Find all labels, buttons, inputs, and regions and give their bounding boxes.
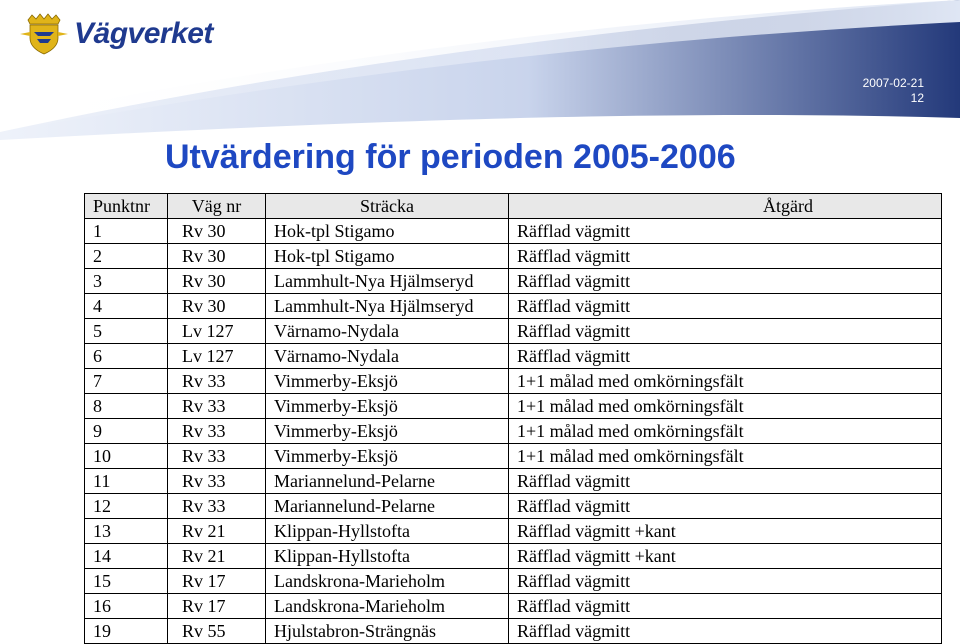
cell-atgard: 1+1 målad med omkörningsfält (509, 419, 942, 444)
table-row (85, 369, 942, 394)
slide-page-number: 12 (910, 91, 924, 105)
cell-atgard: Räfflad vägmitt (509, 294, 942, 319)
cell-vag-nr: Lv 127 (168, 319, 266, 344)
cell-vag-nr: Rv 33 (168, 419, 266, 444)
table-row (85, 619, 942, 644)
cell-stracka: Vimmerby-Eksjö (266, 369, 509, 394)
column-header-punktnr: Punktnr (85, 194, 168, 219)
cell-vag-nr: Rv 33 (168, 494, 266, 519)
cell-vag-nr: Lv 127 (168, 344, 266, 369)
cell-vag-nr: Rv 33 (168, 394, 266, 419)
table-body (85, 219, 942, 644)
cell-vag-nr: Rv 21 (168, 519, 266, 544)
cell-atgard: Räfflad vägmitt (509, 469, 942, 494)
cell-vag-nr: Rv 33 (168, 469, 266, 494)
cell-punktnr: 13 (85, 519, 168, 544)
cell-punktnr: 1 (85, 219, 168, 244)
table-row (85, 519, 942, 544)
cell-punktnr: 16 (85, 594, 168, 619)
page-title: Utvärdering för perioden 2005-2006 (165, 138, 736, 176)
table-row (85, 419, 942, 444)
cell-atgard: Räfflad vägmitt (509, 219, 942, 244)
cell-stracka: Hok-tpl Stigamo (266, 219, 509, 244)
table-row (85, 444, 942, 469)
cell-stracka: Lammhult-Nya Hjälmseryd (266, 269, 509, 294)
cell-punktnr: 14 (85, 544, 168, 569)
cell-stracka: Lammhult-Nya Hjälmseryd (266, 294, 509, 319)
table-row (85, 394, 942, 419)
brand-name: Vägverket (74, 17, 213, 50)
cell-punktnr: 11 (85, 469, 168, 494)
table-row (85, 469, 942, 494)
cell-stracka: Landskrona-Marieholm (266, 569, 509, 594)
cell-stracka: Klippan-Hyllstofta (266, 519, 509, 544)
cell-stracka: Hok-tpl Stigamo (266, 244, 509, 269)
cell-vag-nr: Rv 30 (168, 244, 266, 269)
cell-atgard: Räfflad vägmitt (509, 619, 942, 644)
cell-punktnr: 10 (85, 444, 168, 469)
table-row (85, 219, 942, 244)
cell-punktnr: 9 (85, 419, 168, 444)
cell-stracka: Vimmerby-Eksjö (266, 394, 509, 419)
slide-meta (863, 76, 924, 106)
cell-punktnr: 12 (85, 494, 168, 519)
cell-punktnr: 8 (85, 394, 168, 419)
slide-date: 2007-02-21 (862, 76, 924, 90)
cell-vag-nr: Rv 17 (168, 594, 266, 619)
cell-stracka: Hjulstabron-Strängnäs (266, 619, 509, 644)
table-row (85, 244, 942, 269)
table-row (85, 569, 942, 594)
cell-punktnr: 5 (85, 319, 168, 344)
cell-atgard: 1+1 målad med omkörningsfält (509, 394, 942, 419)
cell-stracka: Klippan-Hyllstofta (266, 544, 509, 569)
cell-stracka: Mariannelund-Pelarne (266, 494, 509, 519)
cell-vag-nr: Rv 33 (168, 444, 266, 469)
table-row (85, 269, 942, 294)
table-row (85, 544, 942, 569)
cell-atgard: Räfflad vägmitt (509, 494, 942, 519)
table-row (85, 494, 942, 519)
cell-vag-nr: Rv 21 (168, 544, 266, 569)
column-header-vag-nr: Väg nr (168, 194, 266, 219)
table-row (85, 319, 942, 344)
cell-stracka: Mariannelund-Pelarne (266, 469, 509, 494)
cell-vag-nr: Rv 17 (168, 569, 266, 594)
cell-punktnr: 4 (85, 294, 168, 319)
cell-stracka: Värnamo-Nydala (266, 344, 509, 369)
cell-punktnr: 7 (85, 369, 168, 394)
table-row (85, 344, 942, 369)
cell-atgard: Räfflad vägmitt (509, 269, 942, 294)
cell-atgard: 1+1 målad med omkörningsfält (509, 444, 942, 469)
cell-stracka: Vimmerby-Eksjö (266, 444, 509, 469)
cell-punktnr: 19 (85, 619, 168, 644)
cell-atgard: Räfflad vägmitt (509, 594, 942, 619)
cell-vag-nr: Rv 30 (168, 294, 266, 319)
cell-stracka: Vimmerby-Eksjö (266, 419, 509, 444)
evaluation-table (84, 193, 942, 644)
cell-atgard: Räfflad vägmitt (509, 244, 942, 269)
cell-stracka: Landskrona-Marieholm (266, 594, 509, 619)
brand-logo (20, 12, 213, 56)
cell-punktnr: 3 (85, 269, 168, 294)
table-row (85, 294, 942, 319)
column-header-stracka: Sträcka (266, 194, 509, 219)
cell-atgard: Räfflad vägmitt (509, 344, 942, 369)
cell-atgard: 1+1 målad med omkörningsfält (509, 369, 942, 394)
cell-punktnr: 2 (85, 244, 168, 269)
cell-punktnr: 15 (85, 569, 168, 594)
cell-atgard: Räfflad vägmitt +kant (509, 544, 942, 569)
cell-atgard: Räfflad vägmitt (509, 319, 942, 344)
table-row (85, 594, 942, 619)
cell-vag-nr: Rv 55 (168, 619, 266, 644)
crowned-shield-seal-icon (20, 12, 68, 56)
column-header-atgard: Åtgärd (509, 194, 942, 219)
cell-stracka: Värnamo-Nydala (266, 319, 509, 344)
cell-vag-nr: Rv 30 (168, 269, 266, 294)
cell-vag-nr: Rv 30 (168, 219, 266, 244)
cell-atgard: Räfflad vägmitt (509, 569, 942, 594)
cell-vag-nr: Rv 33 (168, 369, 266, 394)
cell-atgard: Räfflad vägmitt +kant (509, 519, 942, 544)
table-header-row (85, 194, 942, 219)
cell-punktnr: 6 (85, 344, 168, 369)
